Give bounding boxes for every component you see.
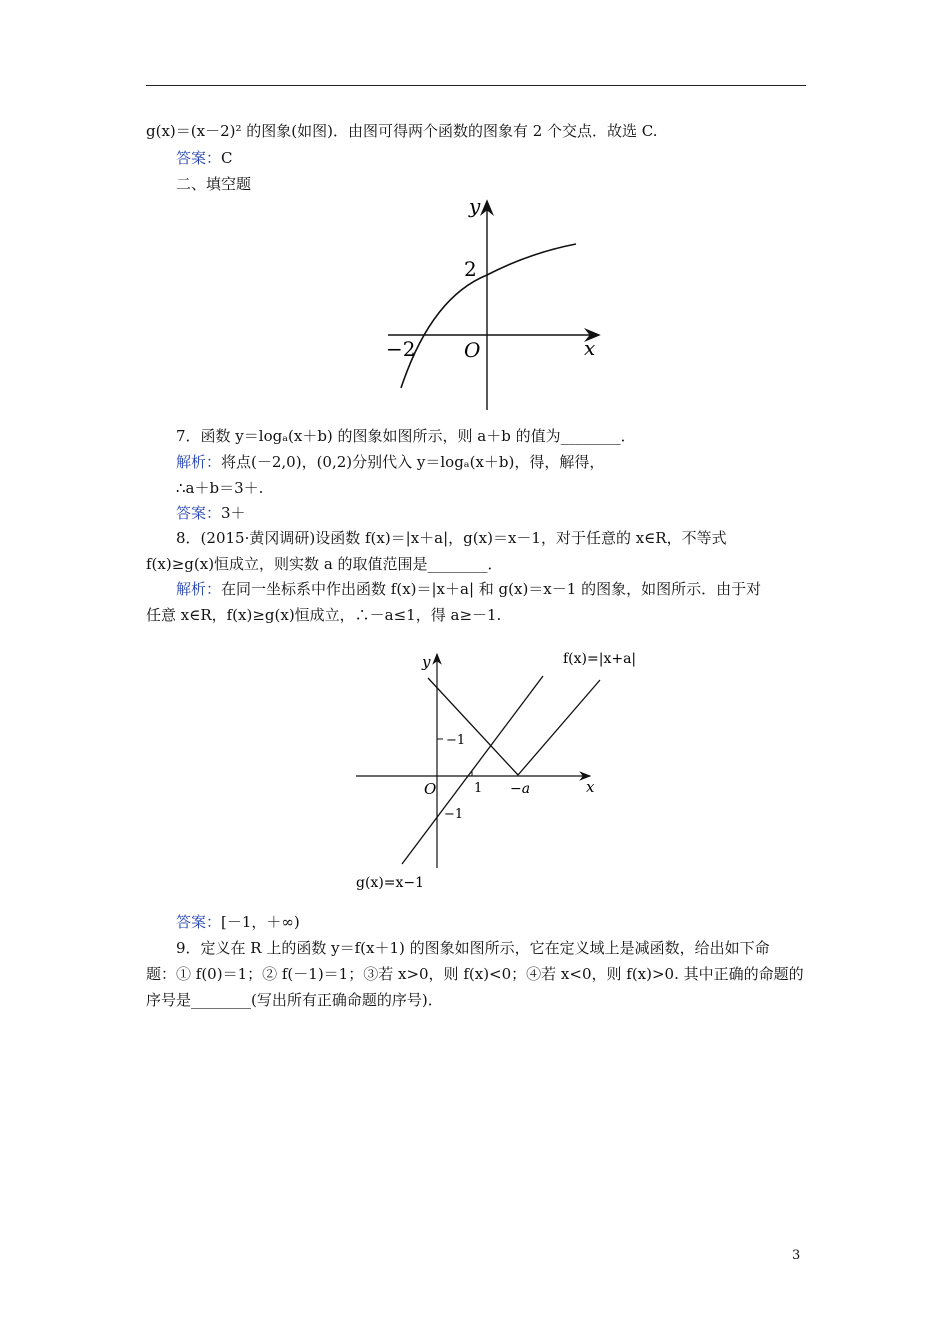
tick-1: 1 [474,781,483,796]
answer-line-1 [176,148,233,168]
origin-label: O [424,780,437,798]
origin-label: O [464,338,481,362]
y-axis-label: y [422,653,431,671]
question-8-line-1: 8．(2015·黄冈调研)设函数 f(x)＝|x＋a|，g(x)＝x－1，对于任意的 x∈R，不等式 [176,529,727,547]
text-line-1: g(x)＝(x－2)² 的图象(如图)．由图可得两个函数的图象有 2 个交点．故选 C. [146,122,658,140]
solution-7 [176,452,604,472]
answer-value: [－1，＋∞) [221,913,300,931]
question-9-line-3: 序号是________(写出所有正确命题的序号)． [146,991,443,1009]
answer-value: 3＋ [221,504,246,522]
log-curve [401,244,576,388]
answer-label: 答案： [176,913,222,931]
y-axis-label: y [469,196,481,218]
solution-8-line-2: 任意 x∈R，f(x)≥g(x)恒成立，∴－a≤1，得 a≥－1. [146,606,502,624]
g-label: g(x)=x−1 [356,875,425,891]
solution-label: 解析： [176,580,222,598]
question-9-line-2: 题：① f(0)＝1；② f(－1)＝1；③若 x>0，则 f(x)<0；④若 x<0，则 f(x)>0. 其中正确的命题的 [146,965,804,983]
tick-neg-a: −a [510,781,531,797]
answer-line-8 [176,912,300,932]
x-axis-label: x [584,336,596,360]
header-rule [146,85,806,86]
question-7: 7．函数 y＝logₐ(x＋b) 的图象如图所示，则 a＋b 的值为________． [176,427,636,445]
answer-line-7 [176,503,246,523]
answer-value: C [221,149,233,167]
tick-neg-1-lower: −1 [444,807,464,822]
abs-linear-graph-figure [350,640,650,895]
tick-2: 2 [464,257,477,281]
solution-text: 在同一坐标系中作出函数 f(x)＝|x＋a| 和 g(x)＝x－1 的图象，如图所示．由于对 [221,580,762,598]
tick-neg-2: −2 [386,337,416,361]
solution-7-result: ∴a＋b＝3＋. [176,479,264,497]
x-axis-label: x [586,778,595,796]
question-9-line-1: 9．定义在 R 上的函数 y＝f(x＋1) 的图象如图所示，它在定义域上是减函数，给出如下命 [176,939,770,957]
f-abs-graph [428,678,600,775]
solution-label: 解析： [176,453,222,471]
answer-label: 答案： [176,504,222,522]
f-label: f(x)=|x+a| [563,651,637,667]
section-heading: 二、填空题 [176,175,252,193]
solution-8-line-1 [176,579,761,599]
tick-neg-1-upper: −1 [446,733,466,748]
answer-label: 答案： [176,149,222,167]
question-8-line-2: f(x)≥g(x)恒成立，则实数 a 的取值范围是________． [146,555,503,573]
solution-text: 将点(－2,0)，(0,2)分别代入 y＝logₐ(x＋b)，得，解得， [221,453,605,471]
page-number: 3 [792,1248,801,1263]
log-graph-figure [380,196,610,412]
